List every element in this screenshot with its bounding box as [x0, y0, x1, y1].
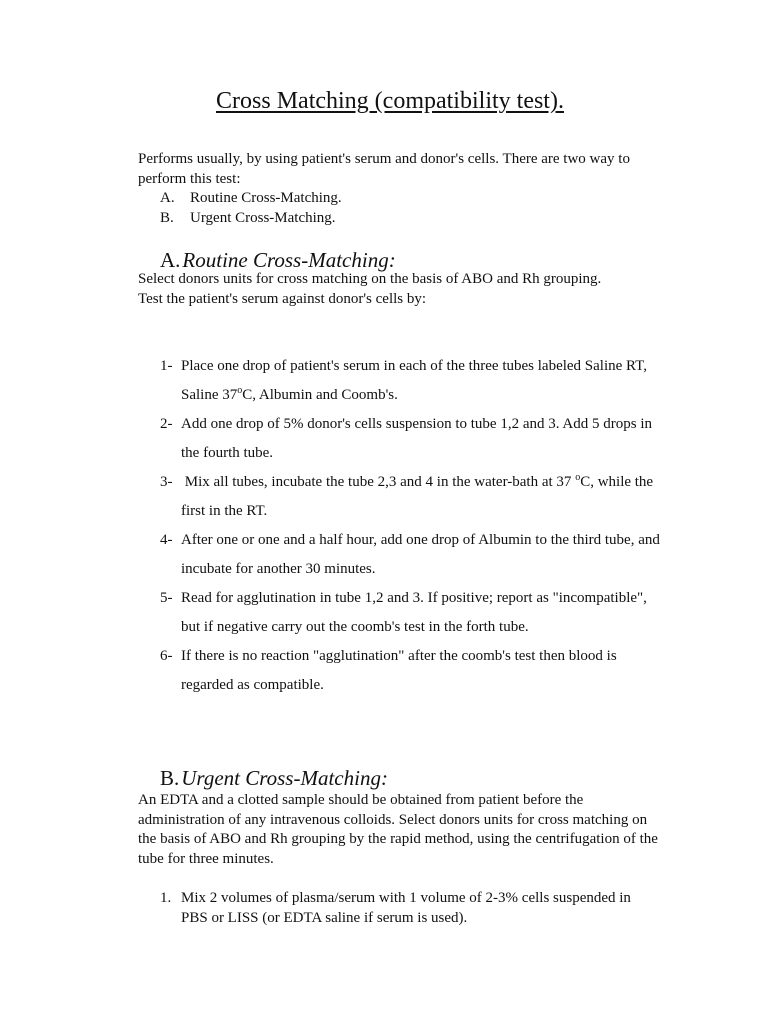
intro-text: Performs usually, by using patient's serum and donor's cells. There are two way to perform this test:: [138, 151, 630, 187]
intro-list: [138, 189, 658, 228]
section-b-letter: B.: [160, 766, 180, 790]
intro-list-item: [138, 189, 658, 209]
intro-item-text: Urgent Cross-Matching.: [190, 209, 336, 226]
routine-step: [160, 584, 660, 642]
step-text-tail: C, while the first in the RT.: [181, 474, 654, 519]
routine-step: [160, 642, 660, 700]
step-text-main: Read for agglutination in tube 1,2 and 3. If positive; report as "incompatible", but if negative carry out the coomb's test in the forth tube.: [181, 590, 647, 635]
section-b-title: Urgent Cross-Matching:: [181, 766, 388, 790]
step-text: [181, 642, 660, 700]
step-text-tail: C, Albumin and Coomb's.: [242, 387, 398, 403]
intro-item-text: Routine Cross-Matching.: [190, 190, 342, 206]
routine-step: [160, 468, 660, 526]
step-text: [181, 410, 660, 468]
step-number: 3-: [160, 474, 173, 490]
step-number: 1-: [160, 358, 173, 374]
routine-step: [160, 526, 660, 584]
step-text: [181, 468, 660, 526]
section-b-para: An EDTA and a clotted sample should be obtained from patient before the administration of any intravenous colloids. Select donors units for cross matching on the basis of ABO and Rh grouping by the rapid method, using the centrifugation of the tube for three minutes.: [138, 792, 658, 867]
intro-list-item: [138, 209, 658, 229]
section-b-heading: [160, 766, 388, 791]
step-text-main: Mix all tubes, incubate the tube 2,3 and 4 in the water-bath at 37: [181, 474, 576, 490]
intro-item-label: A.: [160, 190, 175, 206]
step-number: 1.: [160, 890, 172, 906]
intro-block: [138, 150, 658, 228]
section-a-para1: Select donors units for cross matching on the basis of ABO and Rh grouping.: [138, 271, 602, 287]
step-text-main: Add one drop of 5% donor's cells suspension to tube 1,2 and 3. Add 5 drops in the fourth tube.: [181, 416, 652, 461]
routine-steps-list: [160, 352, 660, 700]
routine-step: [160, 352, 660, 410]
step-text-main: After one or one and a half hour, add one drop of Albumin to the third tube, and incubate for another 30 minutes.: [181, 532, 660, 577]
step-number: 6-: [160, 648, 173, 664]
step-text-main: Place one drop of patient's serum in each of the three tubes labeled Saline RT, Saline 37: [181, 358, 647, 403]
degree-superscript: o: [237, 385, 243, 396]
intro-item-label: B.: [160, 209, 174, 226]
section-b-paragraph: [138, 791, 658, 869]
step-text: [181, 352, 660, 410]
section-a-para2: Test the patient's serum against donor's cells by:: [138, 290, 427, 307]
routine-step: [160, 410, 660, 468]
step-text: [181, 526, 660, 584]
section-a-letter: A.: [160, 248, 181, 272]
section-a-title: Routine Cross-Matching:: [182, 248, 396, 272]
step-number: 2-: [160, 416, 173, 432]
urgent-steps-list: [160, 889, 660, 928]
step-text: [181, 584, 660, 642]
step-number: 5-: [160, 590, 173, 606]
step-number: 4-: [160, 532, 173, 548]
step-text: Mix 2 volumes of plasma/serum with 1 volume of 2-3% cells suspended in PBS or LISS (or EDTA saline if serum is used).: [181, 890, 631, 926]
section-a-paragraph: [138, 270, 658, 309]
page-title: Cross Matching (compatibility test).: [216, 88, 564, 114]
urgent-step: [160, 889, 660, 928]
step-text-main: If there is no reaction "agglutination" after the coomb's test then blood is regarded as compatible.: [181, 648, 617, 693]
degree-superscript: o: [575, 472, 581, 483]
